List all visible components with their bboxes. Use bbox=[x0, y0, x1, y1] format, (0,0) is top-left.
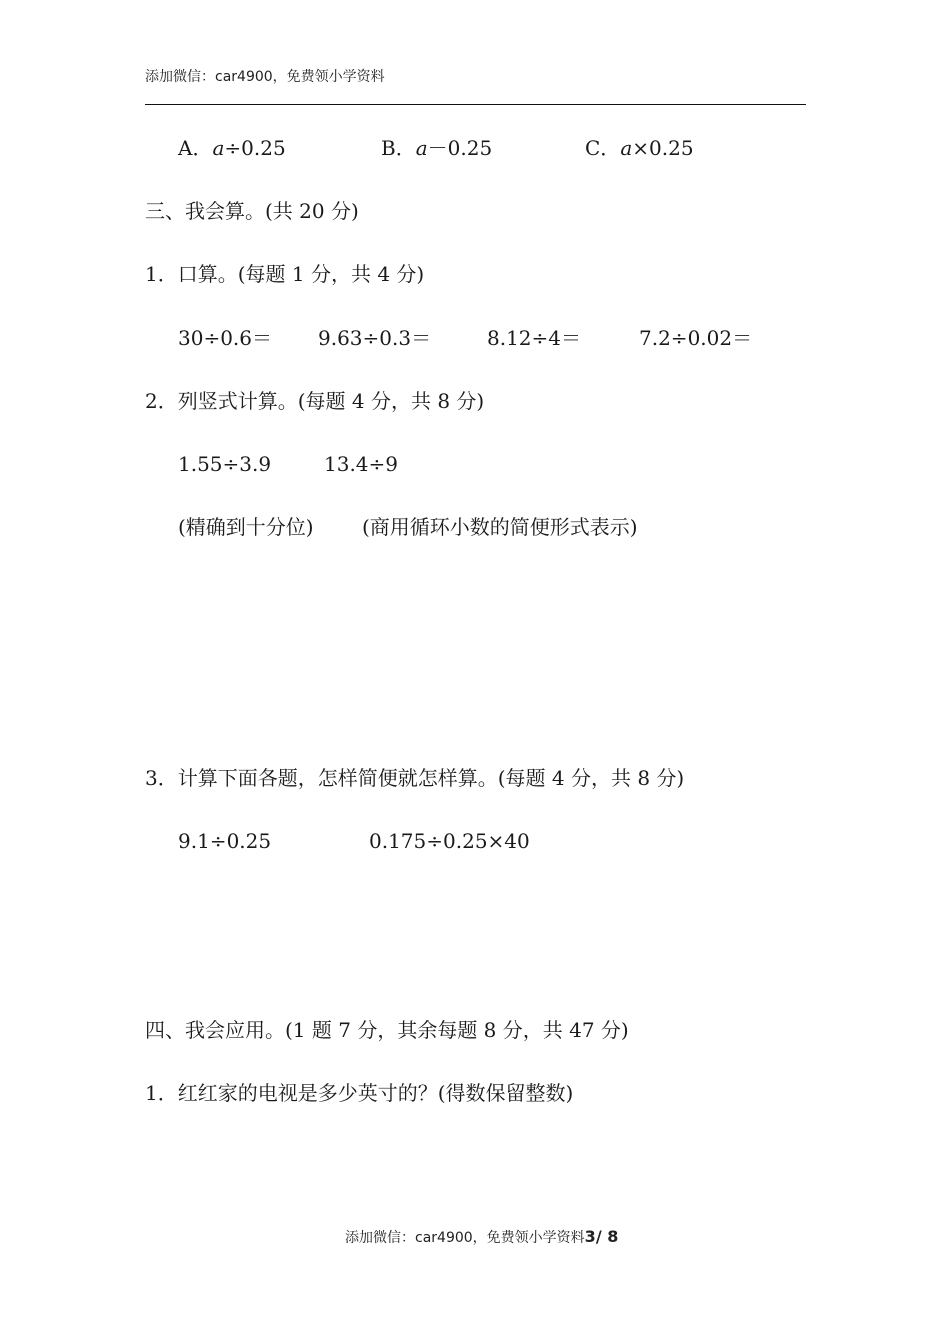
option-c-label: C． bbox=[585, 136, 621, 160]
page-number-current: 3 bbox=[584, 1227, 596, 1246]
option-c-expr: ×0.25 bbox=[632, 136, 694, 160]
q1-item-1: 30÷0.6＝ bbox=[178, 326, 273, 350]
footer bbox=[345, 1227, 618, 1247]
option-a-var: a bbox=[212, 136, 225, 160]
option-b-label: B． bbox=[381, 136, 416, 160]
q1-item-3: 8.12÷4＝ bbox=[487, 326, 582, 350]
option-c bbox=[585, 138, 694, 158]
section3-q3-title: 3．计算下面各题，怎样简便就怎样算。(每题 4 分，共 8 分) bbox=[145, 766, 685, 790]
q1-item-4: 7.2÷0.02＝ bbox=[639, 326, 753, 350]
option-a bbox=[178, 138, 286, 158]
section4-q1-title: 1．红红家的电视是多少英寸的？(得数保留整数) bbox=[145, 1081, 574, 1105]
option-c-var: a bbox=[620, 136, 633, 160]
section4-title: 四、我会应用。(1 题 7 分，其余每题 8 分，共 47 分) bbox=[145, 1018, 629, 1042]
option-b bbox=[381, 138, 492, 158]
q3-item-1: 9.1÷0.25 bbox=[178, 829, 272, 853]
section3-q2-title: 2．列竖式计算。(每题 4 分，共 8 分) bbox=[145, 389, 485, 413]
section3-q1-title: 1．口算。(每题 1 分，共 4 分) bbox=[145, 262, 425, 286]
footer-text: 添加微信：car4900，免费领小学资料 bbox=[345, 1230, 585, 1246]
option-a-expr: ÷0.25 bbox=[224, 136, 286, 160]
q1-item-2: 9.63÷0.3＝ bbox=[318, 326, 432, 350]
option-b-expr: －0.25 bbox=[427, 136, 493, 160]
section3-title: 三、我会算。(共 20 分) bbox=[145, 199, 359, 223]
q2-note-1: (精确到十分位) bbox=[178, 515, 314, 539]
option-b-var: a bbox=[415, 136, 428, 160]
page-number-separator: / bbox=[595, 1227, 608, 1246]
q2-item-1: 1.55÷3.9 bbox=[178, 452, 272, 476]
q2-item-2: 13.4÷9 bbox=[324, 452, 399, 476]
page-number-total: 8 bbox=[607, 1227, 619, 1246]
q3-item-2: 0.175÷0.25×40 bbox=[369, 829, 530, 853]
q2-note-2: (商用循环小数的简便形式表示) bbox=[362, 515, 638, 539]
header-divider bbox=[145, 104, 806, 105]
option-a-label: A． bbox=[178, 136, 213, 160]
header-text: 添加微信：car4900，免费领小学资料 bbox=[145, 69, 385, 85]
